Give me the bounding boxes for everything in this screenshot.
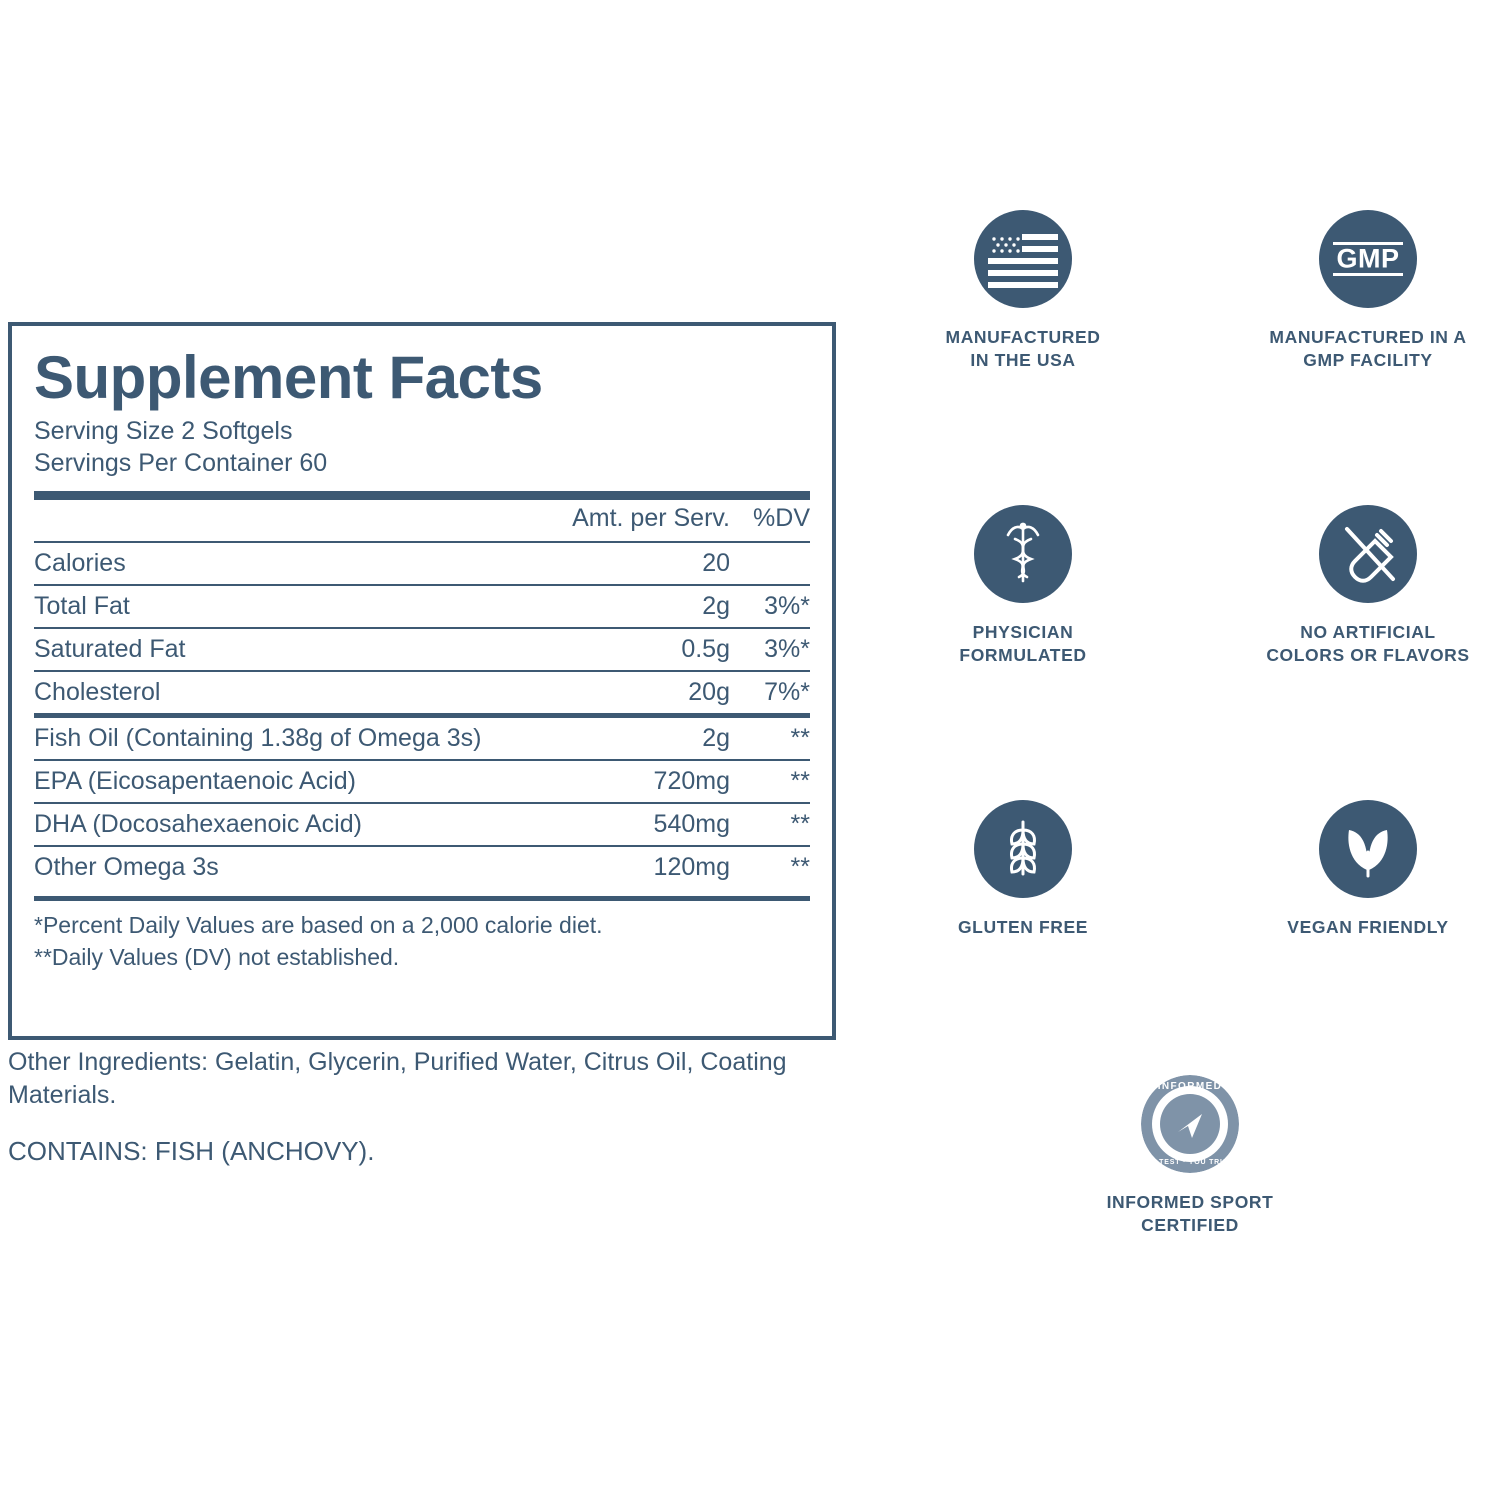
row-label: Saturated Fat bbox=[34, 628, 540, 671]
divider-thick-top bbox=[34, 491, 810, 500]
omega-table bbox=[34, 718, 810, 888]
badge-caption-line2: IN THE USA bbox=[970, 349, 1076, 370]
allergen-contains-text: CONTAINS: FISH (ANCHOVY). bbox=[8, 1136, 375, 1166]
row-dv: ** bbox=[730, 846, 810, 888]
table-row bbox=[34, 760, 810, 803]
row-amount: 720mg bbox=[540, 760, 730, 803]
table-row bbox=[34, 671, 810, 713]
badge-caption-line2: CERTIFIED bbox=[1141, 1214, 1239, 1235]
supplement-facts-panel bbox=[8, 322, 836, 1040]
row-dv: ** bbox=[790, 724, 810, 752]
row-label: Other Omega 3s bbox=[34, 846, 540, 888]
row-label: Total Fat bbox=[34, 585, 540, 628]
row-label: Fish Oil (Containing 1.38g of Omega 3s) bbox=[34, 724, 482, 752]
row-amount: 540mg bbox=[540, 803, 730, 846]
row-label: Calories bbox=[34, 542, 540, 585]
badge-caption bbox=[873, 621, 1173, 667]
badge-informed-sport-certified bbox=[1040, 1075, 1340, 1237]
footnote-dv-not-established: **Daily Values (DV) not established. bbox=[34, 943, 400, 970]
badge-caption-line1: NO ARTIFICIAL bbox=[1300, 622, 1436, 642]
usa-flag-icon bbox=[974, 210, 1072, 308]
table-row bbox=[34, 718, 810, 760]
row-amount: 0.5g bbox=[540, 628, 730, 671]
leaf-icon bbox=[1319, 800, 1417, 898]
badge-caption-line1: INFORMED SPORT bbox=[1106, 1192, 1274, 1212]
badge-caption bbox=[1218, 916, 1500, 939]
servings-per-container: Servings Per Container 60 bbox=[34, 449, 328, 477]
badge-caption-line2: GMP FACILITY bbox=[1303, 349, 1433, 370]
table-row bbox=[34, 846, 810, 888]
badge-caption-line1: MANUFACTURED IN A bbox=[1269, 327, 1467, 347]
row-dv: 7%* bbox=[730, 671, 810, 713]
badge-gluten-free bbox=[873, 800, 1173, 939]
badge-caption bbox=[1218, 326, 1500, 372]
nutrition-table bbox=[34, 500, 810, 713]
row-dv: 3%* bbox=[730, 628, 810, 671]
badge-physician-formulated bbox=[873, 505, 1173, 667]
badge-gmp-facility bbox=[1218, 210, 1500, 372]
badge-caption bbox=[1218, 621, 1500, 667]
row-dv: ** bbox=[730, 803, 810, 846]
badge-caption-line2: COLORS OR FLAVORS bbox=[1266, 644, 1470, 665]
header-blank bbox=[34, 500, 540, 542]
table-row bbox=[34, 803, 810, 846]
caduceus-icon bbox=[974, 505, 1072, 603]
badge-caption-line2: FORMULATED bbox=[959, 644, 1087, 665]
table-row bbox=[34, 585, 810, 628]
informed-mark-top: INFORMED bbox=[1157, 1081, 1223, 1092]
table-row bbox=[34, 628, 810, 671]
gmp-label: GMP bbox=[1336, 243, 1400, 274]
no-artificial-dropper-icon bbox=[1319, 505, 1417, 603]
header-amount: Amt. per Serv. bbox=[572, 504, 730, 532]
header-dv: %DV bbox=[753, 504, 810, 532]
other-ingredients-text: Other Ingredients: Gelatin, Glycerin, Purified Water, Citrus Oil, Coating Materials. bbox=[8, 1048, 787, 1109]
row-dv: 3%* bbox=[730, 585, 810, 628]
badge-manufactured-in-usa bbox=[873, 210, 1173, 372]
badge-caption bbox=[873, 916, 1173, 939]
wheat-icon bbox=[974, 800, 1072, 898]
table-header-row bbox=[34, 500, 810, 542]
badge-caption-line1: VEGAN FRIENDLY bbox=[1287, 917, 1449, 937]
row-amount: 20 bbox=[540, 542, 730, 585]
row-amount: 120mg bbox=[540, 846, 730, 888]
badge-caption bbox=[873, 326, 1173, 372]
badge-vegan-friendly bbox=[1218, 800, 1500, 939]
row-amount: 2g bbox=[702, 724, 730, 752]
informed-core bbox=[1160, 1094, 1220, 1154]
gmp-bar-bottom bbox=[1333, 273, 1403, 276]
row-amount: 2g bbox=[540, 585, 730, 628]
row-amount: 20g bbox=[540, 671, 730, 713]
informed-mark-bottom: WE TEST · YOU TRUST bbox=[1143, 1159, 1237, 1166]
serving-size: Serving Size 2 Softgels bbox=[34, 417, 293, 445]
badge-caption-line1: GLUTEN FREE bbox=[957, 917, 1089, 937]
table-row bbox=[34, 542, 810, 585]
badge-no-artificial-colors bbox=[1218, 505, 1500, 667]
gmp-icon bbox=[1319, 210, 1417, 308]
row-label: DHA (Docosahexaenoic Acid) bbox=[34, 803, 540, 846]
row-label: Cholesterol bbox=[34, 671, 540, 713]
footnote-percent-dv: *Percent Daily Values are based on a 2,000 calorie diet. bbox=[34, 912, 603, 938]
page-title: Supplement Facts bbox=[34, 344, 543, 411]
informed-ring bbox=[1141, 1075, 1239, 1173]
row-label: EPA (Eicosapentaenoic Acid) bbox=[34, 760, 540, 803]
badge-caption bbox=[1040, 1191, 1340, 1237]
informed-sport-icon bbox=[1141, 1075, 1239, 1173]
badge-caption-line1: MANUFACTURED bbox=[945, 327, 1101, 347]
badge-caption-line1: PHYSICIAN bbox=[972, 622, 1074, 642]
row-dv bbox=[730, 542, 810, 585]
row-dv: ** bbox=[730, 760, 810, 803]
